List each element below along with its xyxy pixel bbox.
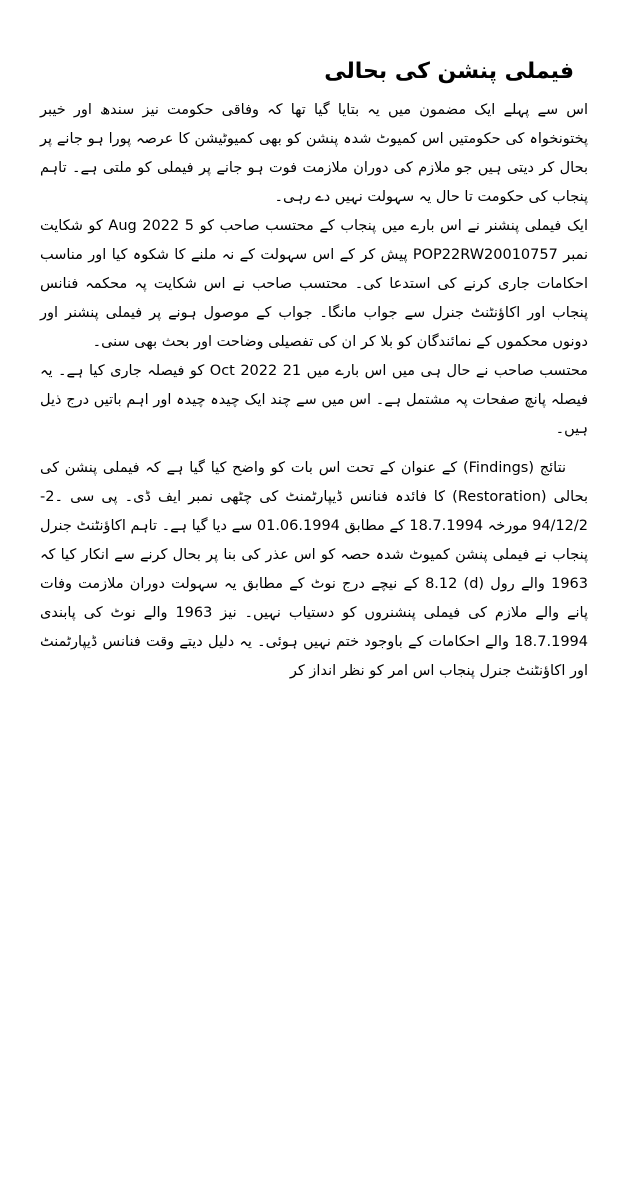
- document-title: فیملی پنشن کی بحالی: [324, 59, 574, 84]
- paragraph-4: نتائج (Findings) کے عنوان کے تحت اس بات کو واضح کیا گیا ہے کہ فیملی پنشن کی بحالی (Restoration) کا فائدہ فنانس ڈیپارٹمنٹ کی چٹھی نمبر ایف ڈی۔ پی سی ۔2-94/12/2 مورخہ 18.7.1994 کے مطابق 01.06.1994 سے دیا گیا ہے۔ تاہم اکاؤنٹنٹ جنرل پنجاب نے فیملی پنشن کمیوٹ شدہ حصہ کو اس عذر کی بنا پر بحال کرنے سے انکار کیا کہ 1963 والے رول (d) 8.12 کے نیچے درج نوٹ کے مطابق یہ سہولت دوران ملازمت وفات پانے والے ملازم کی فیملی پنشنروں کو دستیاب نہیں۔ نیز 1963 والے نوٹ کی پابندی 18.7.1994 والے احکامات کے باوجود ختم نہیں ہوئی۔ یہ دلیل دیتے وقت فنانس ڈیپارٹمنٹ اور اکاؤنٹنٹ جنرل پنجاب اس امر کو نظر انداز کر: [40, 460, 589, 679]
- paragraph-2: ایک فیملی پنشنر نے اس بارے میں پنجاب کے محتسب صاحب کو 5 Aug 2022 کو شکایت نمبر POP22RW20010757 پیش کر کے اس سہولت کے نہ ملنے کا شکوہ کیا اور مناسب احکامات جاری کرنے کی استدعا کی۔ محتسب صاحب نے اس شکایت پہ محکمہ فنانس پنجاب اور اکاؤنٹنٹ جنرل سے جواب مانگا۔ جواب کے موصول ہونے پر فیملی پنشنر اور دونوں محکموں کے نمائندگان کو بلا کر ان کی تفصیلی وضاحت اور بحث بھی سنی۔: [40, 218, 588, 350]
- paragraph-3: محتسب صاحب نے حال ہی میں اس بارے میں 21 Oct 2022 کو فیصلہ جاری کیا ہے۔ یہ فیصلہ پانچ صفحات پہ مشتمل ہے۔ اس میں سے چند ایک چیدہ چیدہ اور اہم باتیں درج ذیل ہیں۔: [40, 363, 588, 437]
- paragraph-1: اس سے پہلے ایک مضمون میں یہ بتایا گیا تھا کہ وفاقی حکومت نیز سندھ اور خیبر پختونخواہ کی حکومتیں اس کمیوٹ شدہ پنشن کو بھی کمیوٹیشن کا عرصہ پورا ہو جانے پر بحال کر دیتی ہیں جو ملازم کی دوران ملازمت فوت ہو جانے پر فیملی کو ملتی ہے۔ تاہم پنجاب کی حکومت تا حال یہ سہولت نہیں دے رہی۔: [40, 102, 588, 205]
- document-body: [40, 96, 588, 686]
- paragraph-spacer: [40, 444, 588, 454]
